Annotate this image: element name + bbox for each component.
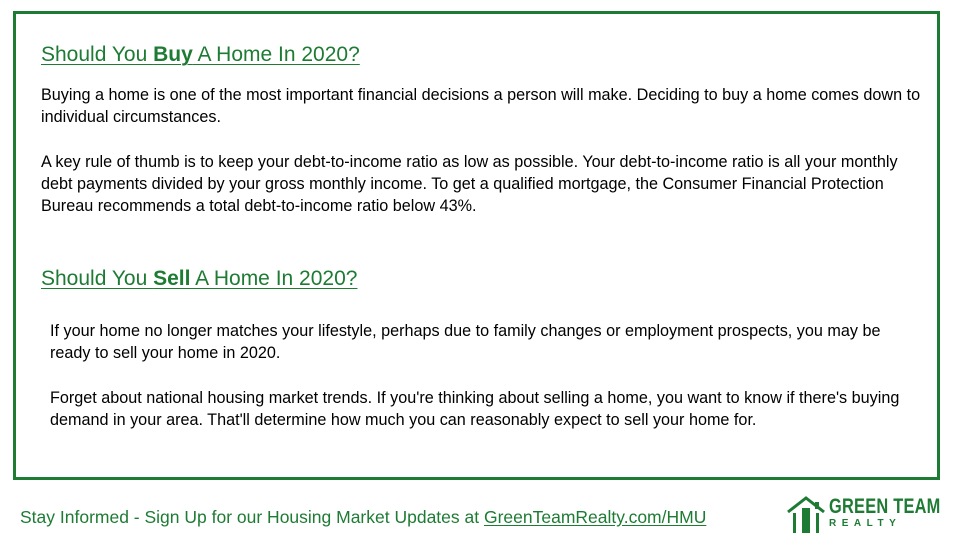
logo-name: GREEN TEAM bbox=[829, 495, 941, 518]
sell-heading-bold: Sell bbox=[153, 267, 191, 290]
buy-paragraph-1: Buying a home is one of the most important financial decisions a person will make. Deciding to buy a home comes down to individual circumstances. bbox=[41, 86, 921, 126]
house-icon bbox=[785, 495, 827, 535]
sell-paragraph-1: If your home no longer matches your lifestyle, perhaps due to family changes or employment prospects, you may be ready to sell your home in 2020. bbox=[50, 322, 881, 362]
buy-heading-post: A Home In 2020? bbox=[192, 43, 360, 66]
footer-link[interactable]: GreenTeamRealty.com/HMU bbox=[483, 507, 707, 527]
buy-heading-bold: Buy bbox=[153, 43, 193, 66]
buy-heading-pre: Should You bbox=[41, 43, 154, 66]
sell-heading-post: A Home In 2020? bbox=[190, 267, 358, 290]
logo-subtitle: REALTY bbox=[829, 518, 902, 529]
sell-heading bbox=[41, 266, 357, 292]
sell-heading-pre: Should You bbox=[41, 267, 154, 290]
buy-paragraph-2: A key rule of thumb is to keep your debt-to-income ratio as low as possible. Your debt-to-income ratio is all your monthly debt payments divided by your gross monthly income. To get a qualified mortgage, the Consumer Financial Protection Bureau recommends a total debt-to-income ratio below 43%. bbox=[41, 153, 898, 215]
footer-cta bbox=[20, 506, 706, 528]
buy-heading bbox=[41, 42, 360, 68]
footer-cta-text: Stay Informed - Sign Up for our Housing Market Updates at bbox=[20, 507, 484, 527]
sell-paragraph-2: Forget about national housing market trends. If you're thinking about selling a home, you want to know if there's buying demand in your area. That'll determine how much you can reasonably expect to sell your home for. bbox=[50, 389, 900, 429]
green-team-realty-logo bbox=[785, 495, 941, 535]
